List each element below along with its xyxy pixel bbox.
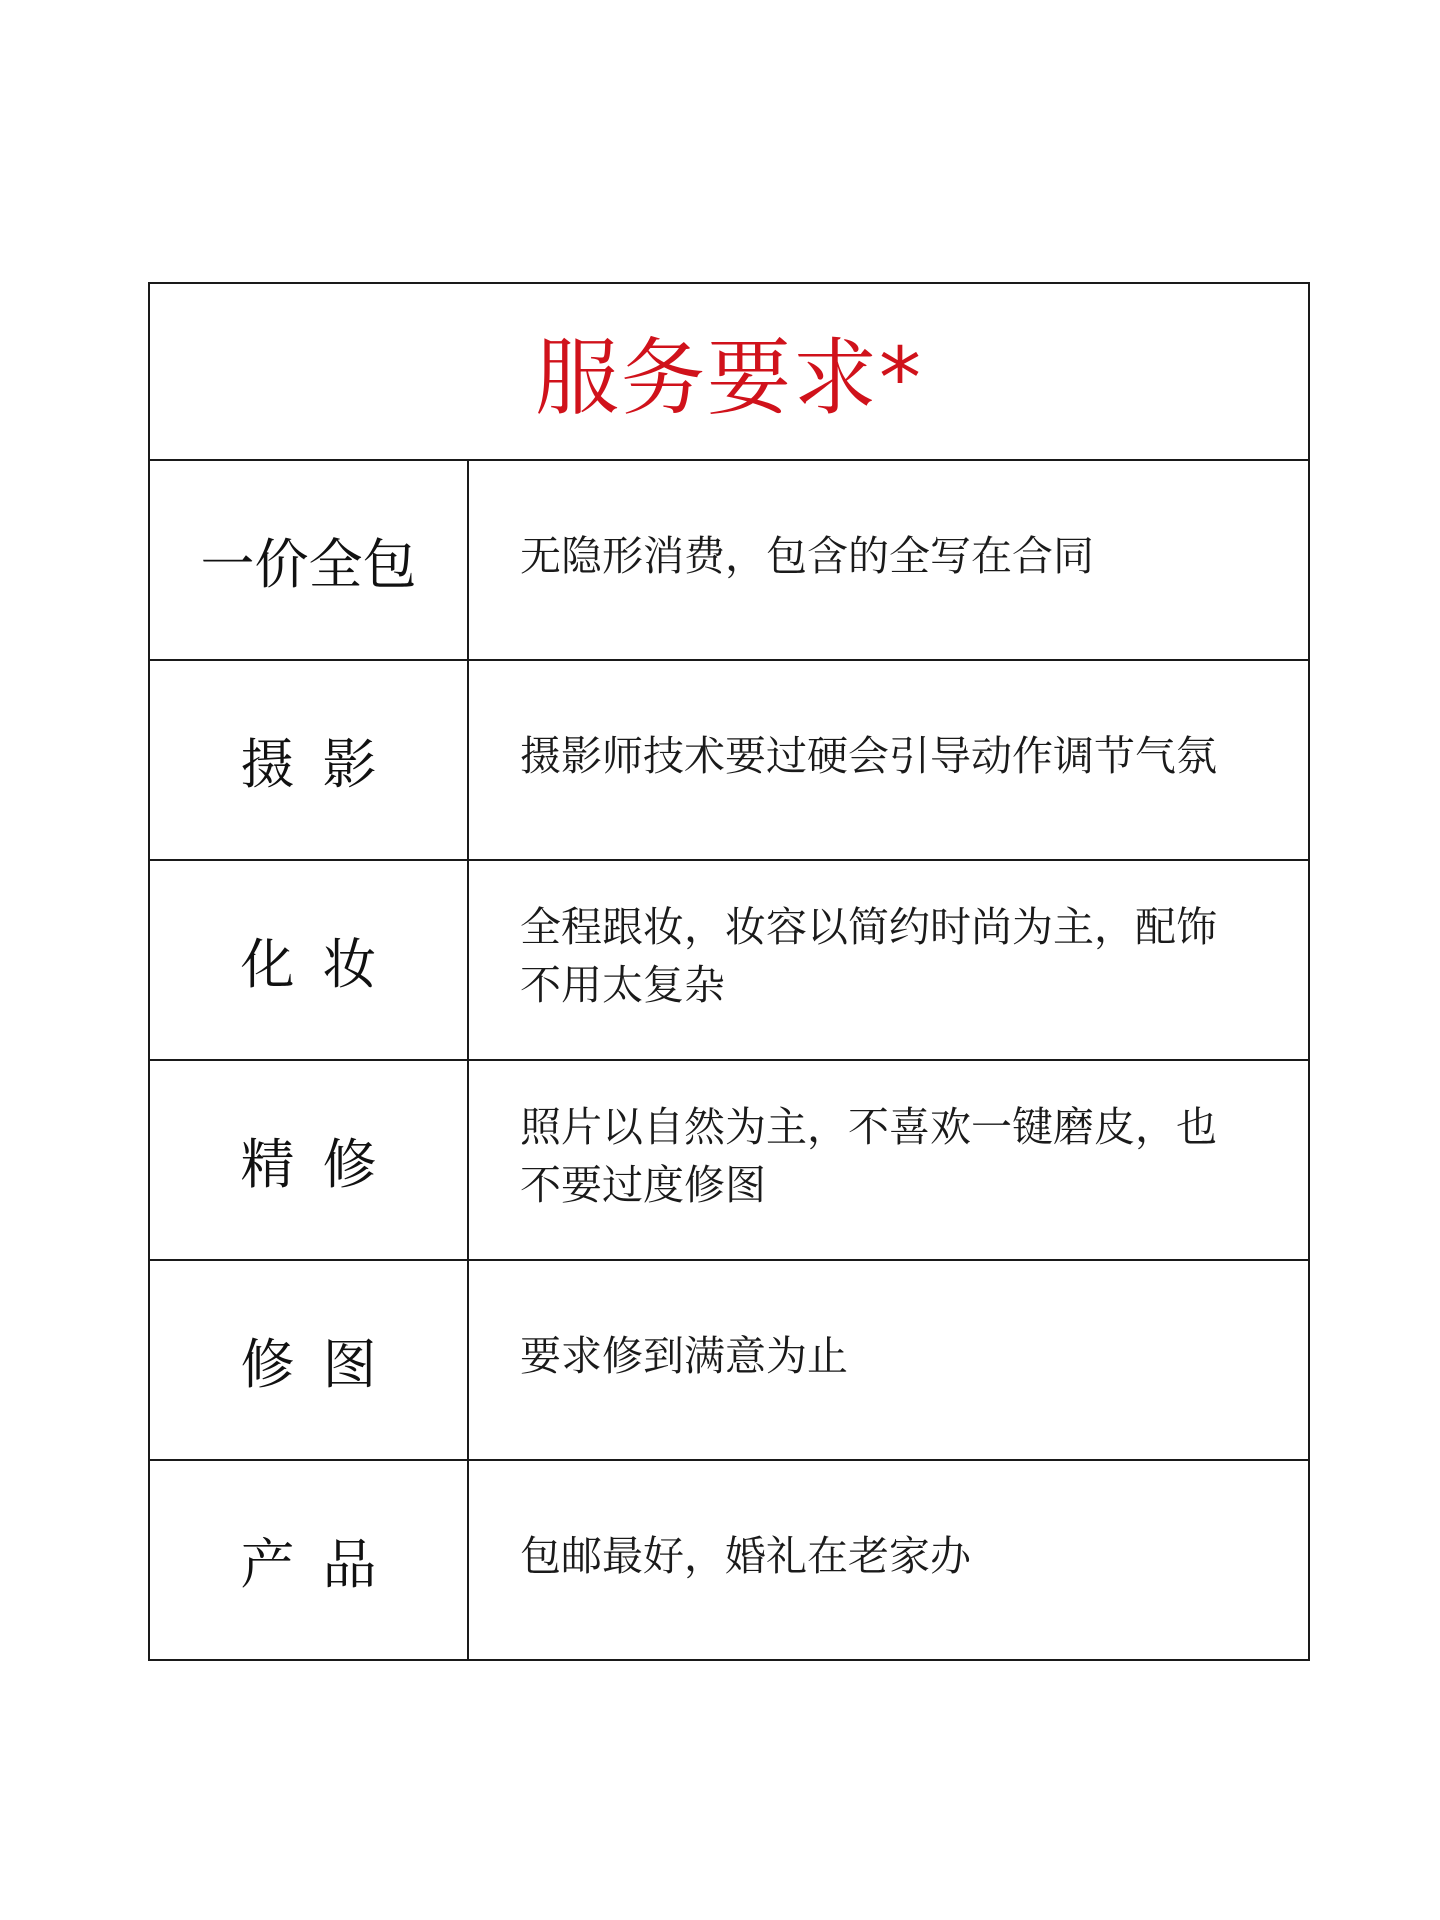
row-label-cell — [150, 661, 469, 859]
table-row-retouch — [150, 1061, 1308, 1261]
row-label: 摄影 — [240, 732, 405, 796]
row-content-cell — [469, 1061, 1308, 1259]
row-label: 一价全包 — [200, 532, 417, 596]
row-content: 摄影师技术要过硬会引导动作调节气氛 — [520, 732, 1217, 780]
row-content-cell — [469, 461, 1308, 659]
row-content-cell — [469, 1261, 1308, 1459]
table-row-all-inclusive — [150, 461, 1308, 661]
table-title-row — [150, 284, 1308, 461]
row-label-cell — [150, 1261, 469, 1459]
row-label: 修图 — [240, 1332, 405, 1396]
row-content: 无隐形消费，包含的全写在合同 — [520, 532, 1094, 580]
row-label: 精修 — [240, 1132, 405, 1196]
table-row-products — [150, 1461, 1308, 1659]
row-content: 包邮最好，婚礼在老家办 — [520, 1532, 971, 1580]
table-row-photography — [150, 661, 1308, 861]
row-content-cell — [469, 661, 1308, 859]
row-content: 照片以自然为主，不喜欢一键磨皮，也不要过度修图 — [520, 1103, 1217, 1209]
row-label-cell — [150, 861, 469, 1059]
row-content: 全程跟妆，妆容以简约时尚为主，配饰不用太复杂 — [520, 903, 1217, 1009]
service-requirements-table — [148, 282, 1310, 1661]
row-label-cell — [150, 1461, 469, 1659]
table-title: 服务要求* — [534, 329, 923, 427]
row-content-cell — [469, 1461, 1308, 1659]
row-label-cell — [150, 461, 469, 659]
table-row-photo-editing — [150, 1261, 1308, 1461]
row-content: 要求修到满意为止 — [520, 1332, 848, 1380]
table-row-makeup — [150, 861, 1308, 1061]
row-label: 化妆 — [240, 932, 405, 996]
row-label-cell — [150, 1061, 469, 1259]
row-content-cell — [469, 861, 1308, 1059]
row-label: 产品 — [240, 1532, 405, 1596]
